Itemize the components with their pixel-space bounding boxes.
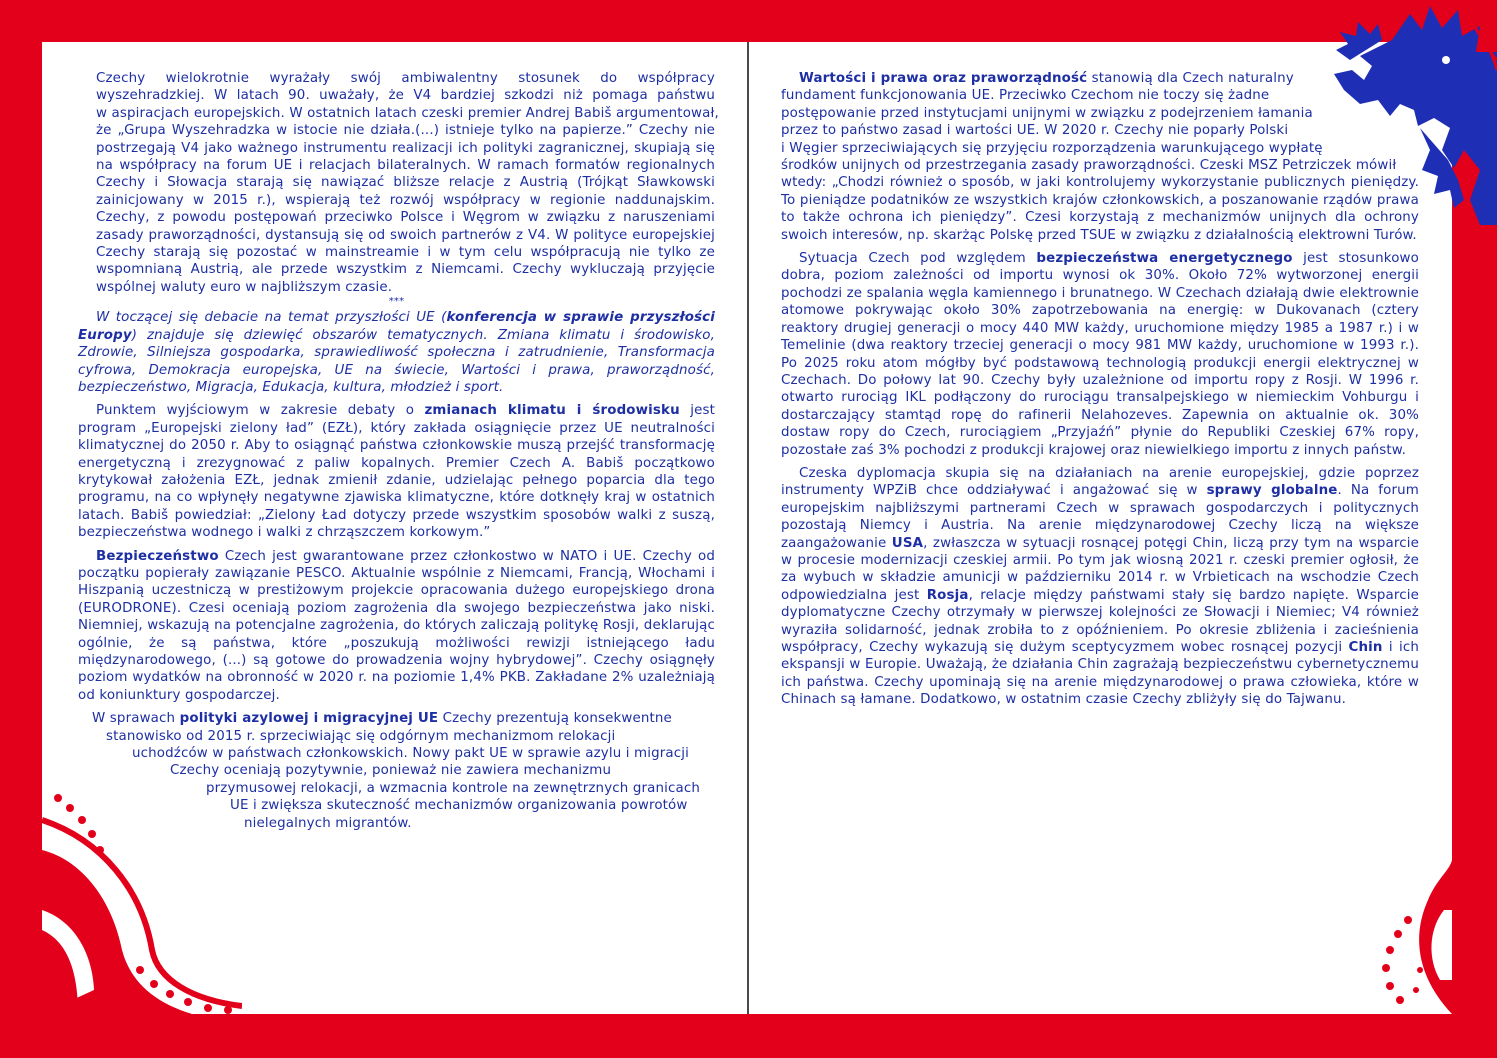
- text-line: że „Grupa Wyszehradzka w istocie nie działa.(...) istnieje tylko na papierze.” Czechy nie: [96, 123, 715, 139]
- text: Czeska dyplomacja skupia się na działaniach na arenie europejskiej, gdzie poprzez instrumenty WPZiB chce oddziaływać i angażować się w: [781, 465, 1419, 499]
- text-line: zainicjowany w 2015 r.), wspierają też rozwój współpracy w regionie naddunajskim.: [96, 192, 715, 208]
- text-line: [781, 70, 1419, 87]
- paragraph-security: [78, 548, 715, 705]
- text-line: przez to państwo zasad i wartości UE. W 2020 r. Czechy nie poparły Polski: [781, 123, 1289, 139]
- text: wtedy: „Chodzi również o sposób, w jaki kontrolujemy wykorzystanie publicznych pieniędzy. To pieniądze podatników ze wszystkich krajów członkowskich, a poszanowanie rządów prawa to także ochrona ich pieniędzy”. Czesi korzystają z mechanizmów unijnych dla ochrony swoich interesów, np. skarżąc Polskę przed TSUE w związku z działalnością elektrowni Turów.: [781, 175, 1419, 243]
- text: W toczącej się debacie na temat przyszłości UE (: [96, 310, 447, 326]
- bold-term: USA: [891, 535, 924, 551]
- text-line: uchodźców w państwach członkowskich. Nowy pakt UE w sprawie azylu i migracji: [132, 746, 689, 762]
- text-line: zasady praworządności, dystansują się od swoich partnerów z V4. W polityce europejskiej: [96, 227, 715, 243]
- bold-term: bezpieczeństwa energetycznego: [1036, 251, 1293, 267]
- text-line: wspólnej waluty euro w najbliższym czasie.: [96, 279, 393, 295]
- text-line: wspomnianą Austrią, ale przede wszystkim z Niemcami. Czechy wykluczają przyjęcie: [96, 262, 715, 278]
- text: . Na forum europejskim najbliższymi partnerami Czech w sprawach gospodarczych i politycznych pozostają Niemcy i Austria. Na arenie międzynarodowej Czechy liczą na większe zaangażowanie: [781, 483, 1419, 551]
- paragraph-diplomacy: [781, 465, 1419, 709]
- text-line: [78, 710, 715, 727]
- page-fold: [747, 42, 749, 1014]
- bold-term: sprawy globalne: [1206, 483, 1338, 499]
- text-line: fundament funkcjonowania UE. Przeciwko Czechom nie toczy się żadne: [781, 88, 1270, 104]
- folk-ornament-icon: [42, 780, 242, 1014]
- text: Czechy prezentują konsekwentne: [438, 711, 672, 727]
- text-line: Czechy wielokrotnie wyrażały swój ambiwalentny stosunek do współpracy: [96, 71, 715, 86]
- text-line: nielegalnych migrantów.: [244, 815, 412, 831]
- text: W sprawach: [92, 711, 180, 727]
- text: Sytuacja Czech pod względem: [799, 251, 1037, 267]
- text: , zwłaszcza w sytuacji rosnącej potęgi Chin, liczą przy tym na wsparcie w procesie modernizacji czeskiej armii. Po tym jak wiosną 2021 r. czeski premier ogłosił, że za wybuch w składzie amunicji w październiku 2014 r. w Vrbieticach na wschodzie Czech odpowiedzialna jest: [781, 535, 1419, 603]
- bold-term: Rosja: [926, 587, 969, 603]
- text: stanowią dla Czech naturalny: [1087, 71, 1294, 86]
- text-line: stanowisko od 2015 r. sprzeciwiając się odgórnym mechanizmom relokacji: [106, 728, 616, 744]
- text-line: i Węgier sprzeciwiających się przyjęciu rozporządzenia warunkującego wypłatę: [781, 140, 1323, 156]
- paragraph-future-of-eu: [78, 309, 715, 396]
- left-column: [78, 70, 719, 832]
- text: Czech jest gwarantowane przez członkostwo w NATO i UE. Czechy od początku popierały zawiązanie PESCO. Aktualnie wspólnie z Niemcami, Francją, Włochami i Hiszpanią uczestniczą w prestiżowym projekcie opracowania dużego europejskiego drona (EURODRONE). Czesi oceniają poziom zagrożenia dla swojego bezpieczeństwa jako niski. Niemniej, wskazują na potencjalne zagrożenia, do których zaliczają politykę Rosji, deklarując ogólnie, że są państwa, które „poszukują możliwości rewizji istniejącego ładu międzynarodowego, (...) są gotowe do prowadzenia wojny hybrydowej”. Czechy osiągnęły poziom wydatków na obronność w 2020 r. na poziomie 1,4% PKB. Zakładane 2% uzależniają od koniunktury gospodarczej.: [78, 548, 715, 703]
- right-column: [781, 70, 1419, 715]
- folk-ornament-icon: [1320, 830, 1497, 1058]
- lion-emblem-icon: [1330, 0, 1497, 225]
- text-line: Czechy, z powodu postępowań przeciwko Polsce i Węgrom w związku z naruszeniami: [96, 210, 715, 226]
- text-line: UE i zwiększa skuteczność mechanizmów organizowania powrotów: [230, 798, 688, 814]
- text-line: Czechy i Słowacja starają się nawiązać bliższe relacje z Austrią (Trójkąt Sławkowski: [96, 175, 715, 191]
- bold-term: polityki azylowej i migracyjnej UE: [179, 711, 439, 727]
- paragraph-climate: [78, 402, 715, 541]
- text: Punktem wyjściowym w zakresie debaty o: [96, 403, 425, 419]
- section-separator: ***: [388, 296, 405, 308]
- text: ) znajduje się dziewięć obszarów tematycznych. Zmiana klimatu i środowisko, Zdrowie, Silniejsza gospodarka, sprawiedliwość społeczna i zatrudnienie, Transformacja cyfrowa, Demokracja europejska, UE na świecie, Wartości i prawa, praworządność, bezpieczeństwo, Migracja, Edukacja, kultura, młodzież i sport.: [78, 327, 715, 395]
- text-line: postrzegają V4 jako ważnego instrumentu realizacji ich polityki zagranicznej, skupiają się: [96, 140, 715, 156]
- paragraph-v4: [78, 70, 719, 296]
- text-line: na współpracy na forum UE i relacjach bilateralnych. W ramach formatów regionalnych: [96, 158, 715, 174]
- text-line: postępowanie przed instytucjami unijnymi w związku z podejrzeniem łamania: [781, 105, 1313, 121]
- text: , relacje między państwami stały się bardzo napięte. Wsparcie dyplomatyczne Czechy otrzymały w pierwszej kolejności ze Słowacji i Niemiec; V4 również wyraziła solidarność, jednak zrobiła to z opóźnieniem. Po okresie zbliżenia i zacieśnienia współpracy, Czechy wykazują się dużym sceptycyzmem wobec rosnącej pozycji: [781, 587, 1419, 655]
- text-line: Czechy oceniają pozytywnie, ponieważ nie zawiera mechanizmu: [170, 763, 612, 779]
- bold-term: Chin: [1348, 640, 1383, 655]
- text-line: Czechy starają się pozostać w mainstreamie i w tym celu współpracują nie tylko ze: [96, 245, 715, 261]
- text: i ich ekspansji w Europie. Uważają, że działania Chin zagrażają bezpieczeństwu cybernetycznemu ich państwa. Czechy upominają się na arenie międzynarodowej o prawa człowieka, które w Chinach są łamane. Dodatkowo, w ostatnim czasie Czechy zbliżyły się do Tajwanu.: [781, 640, 1419, 708]
- text-line: w aspiracjach europejskich. W ostatnich latach czeski premier Andrej Babiš argumentował,: [96, 105, 719, 121]
- paragraph-values: [781, 70, 1419, 244]
- paragraph-energy: [781, 250, 1419, 459]
- text-line: środków unijnych od przestrzegania zasady praworządności. Czeski MSZ Petrziczek mówił: [781, 158, 1397, 174]
- text-line: przymusowej relokacji, a wzmacnia kontrole na zewnętrznych granicach: [206, 780, 701, 796]
- bold-term: Bezpieczeństwo: [96, 548, 219, 564]
- bold-term: Wartości i prawa oraz praworządność: [799, 71, 1088, 86]
- text: jest program „Europejski zielony ład” (EZŁ), który zakłada osiągnięcie przez UE neutralności klimatycznej do 2050 r. Aby to osiągnąć państwa członkowskie muszą przejść transformację energetyczną i zrezygnować z paliw kopalnych. Premier Czech A. Babiš początkowo krytykował założenia EZŁ, jednak zmienił zdanie, udzielając pełnego poparcia dla tego programu, na co wpłynęły negatywne zjawiska klimatyczne, które dotknęły kraj w ostatnich latach. Babiš powiedział: „Zielony Ład dotyczy przede wszystkim sposobów walki z suszą, bezpieczeństwa wodnego i walki z chrząszczem korkowym.”: [78, 403, 715, 541]
- bold-term: konferencja w sprawie przyszłości Europy: [78, 310, 716, 343]
- text: jest stosunkowo dobra, poziom zależności od importu wynosi ok 30%. Około 72% wytworzonej energii pochodzi ze spalania węgla kamiennego i brunatnego. W Czechach działają dwie elektrownie atomowe pokrywając około 30% zapotrzebowania na energię: w Dukovanach (cztery reaktory drugiej generacji o mocy 440 MW każdy, uruchomione między 1985 a 1987 r.) i w Temelinie (dwa reaktory trzeciej generacji o mocy 981 MW każdy, uruchomione w 1993 r.). Po 2025 roku atom mógłby być podstawową technologią produkcji energii elektrycznej w Czechach. Do połowy lat 90. Czechy były uzależnione od importu ropy z Rosji. W 1996 r. otwarto rurociąg IKL podłączony do rurociągu transalpejskiego w niemieckim Vohburgu i dostarczający stamtąd ropę do rafinerii Nelahozeves. Zapewnia on aktualnie ok. 30% dostaw ropy do Czech, rurociągiem „Przyjaźń” płynie do Republiki Czeskiej 67% ropy, pozostałe zaś 3% pochodzi z produkcji krajowej oraz niewielkiego importu z innych państw.: [781, 251, 1419, 458]
- bold-term: zmianach klimatu i środowisku: [424, 403, 680, 419]
- text-line: wyszehradzkiej. W latach 90. uważały, że V4 bardziej szkodzi niż pomaga państwu: [96, 88, 715, 104]
